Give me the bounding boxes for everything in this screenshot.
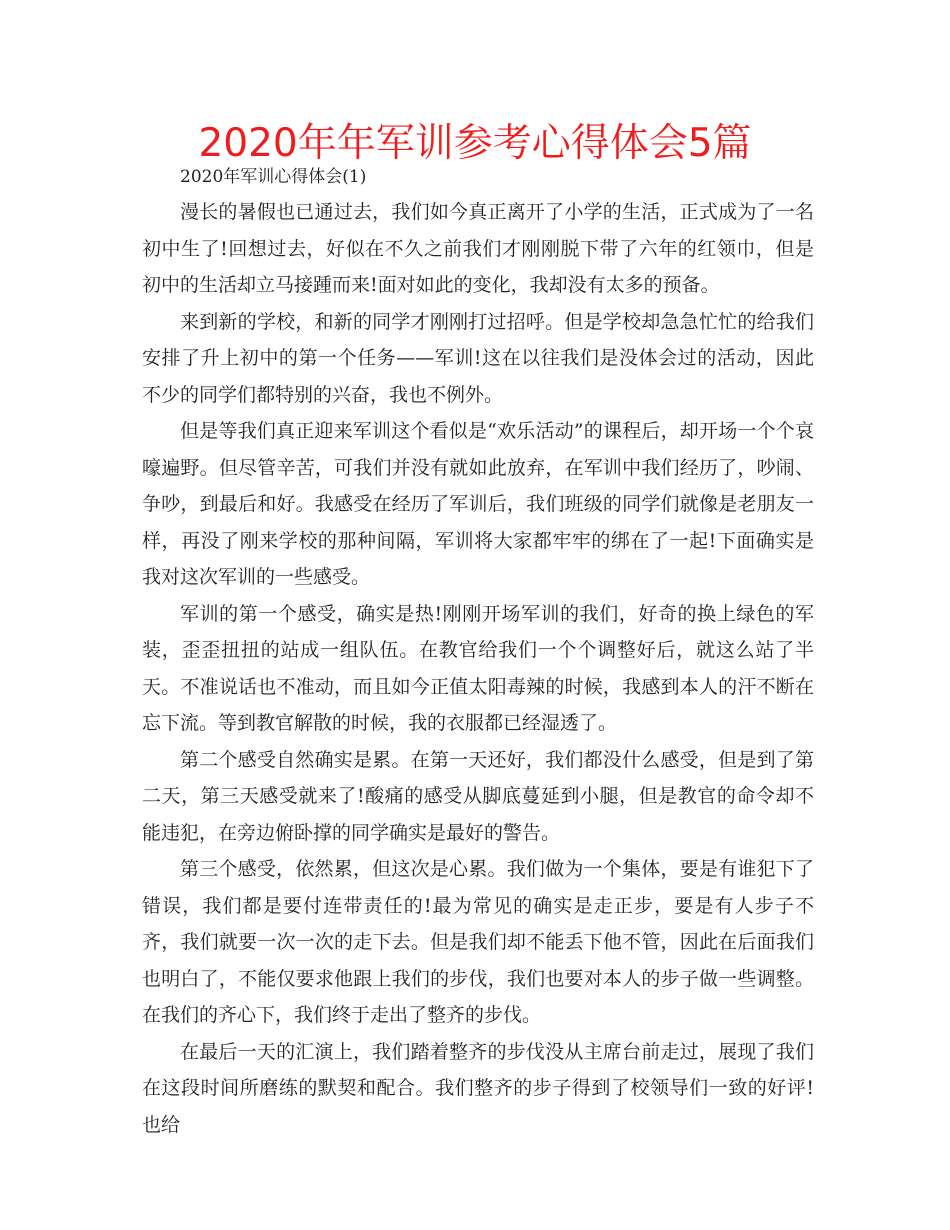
document-body xyxy=(142,160,814,1143)
paragraph: 但是等我们真正迎来军训这个看似是“欢乐活动”的课程后，却开场一个个哀嚎遍野。但尽管辛苦，可我们并没有就如此放弃，在军训中我们经历了，吵闹、争吵，到最后和好。我感受在经历了军训后，我们班级的同学们就像是老朋友一样，再没了刚来学校的那种间隔，军训将大家都牢牢的绑在了一起!下面确实是我对这次军训的一些感受。 xyxy=(142,420,814,588)
document-title: 2020年年军训参考心得体会5篇 xyxy=(198,121,752,166)
paragraph: 军训的第一个感受，确实是热!刚刚开场军训的我们，好奇的换上绿色的军装，歪歪扭扭的站成一组队伍。在教官给我们一个个调整好后，就这么站了半天。不准说话也不准动，而且如今正值太阳毒辣的时候，我感到本人的汗不断在忘下流。等到教官解散的时候，我的衣服都已经湿透了。 xyxy=(142,602,814,734)
paragraph: 第二个感受自然确实是累。在第一天还好，我们都没什么感受，但是到了第二天，第三天感受就来了!酸痛的感受从脚底蔓延到小腿，但是教官的命令却不能违犯，在旁边俯卧撑的同学确实是最好的警告。 xyxy=(142,748,814,844)
section-heading: 2020年军训心得体会(1) xyxy=(180,167,367,187)
paragraph: 在最后一天的汇演上，我们踏着整齐的步伐没从主席台前走过，展现了我们在这段时间所磨练的默契和配合。我们整齐的步子得到了校领导们一致的好评!也给 xyxy=(142,1040,814,1136)
paragraph: 来到新的学校，和新的同学才刚刚打过招呼。但是学校却急急忙忙的给我们安排了升上初中的第一个任务——军训!这在以往我们是没体会过的活动，因此不少的同学们都特别的兴奋，我也不例外。 xyxy=(142,310,814,406)
paragraph: 第三个感受，依然累，但这次是心累。我们做为一个集体，要是有谁犯下了错误，我们都是要付连带责任的!最为常见的确实是走正步，要是有人步子不齐，我们就要一次一次的走下去。但是我们却不能丢下他不管，因此在后面我们也明白了，不能仅要求他跟上我们的步伐，我们也要对本人的步子做一些调整。在我们的齐心下，我们终于走出了整齐的步伐。 xyxy=(142,858,814,1026)
paragraph: 漫长的暑假也已通过去，我们如今真正离开了小学的生活，正式成为了一名初中生了!回想过去，好似在不久之前我们才刚刚脱下带了六年的红领巾，但是初中的生活却立马接踵而来!面对如此的变化，我却没有太多的预备。 xyxy=(142,201,814,296)
